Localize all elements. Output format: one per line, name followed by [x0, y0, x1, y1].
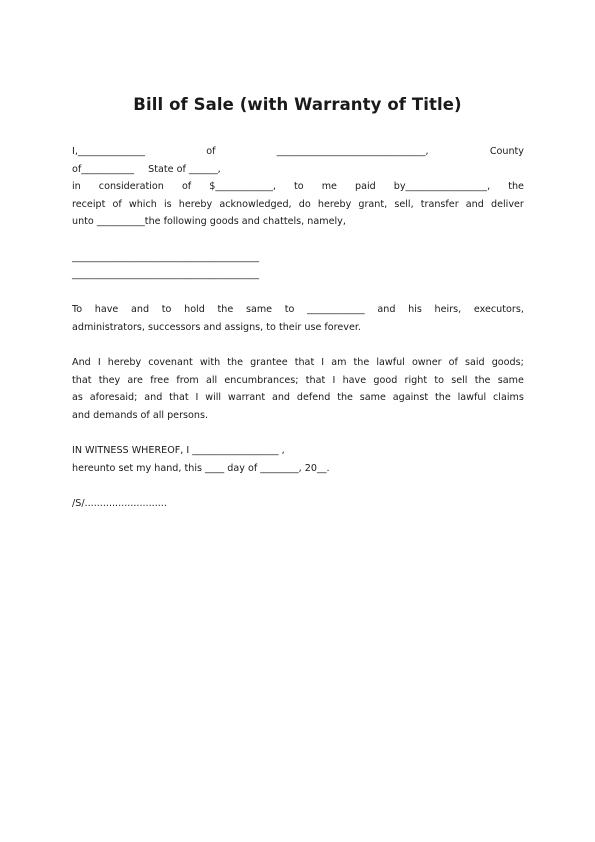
- word: sell,: [394, 198, 414, 210]
- goods-blank-line-1: _______________________________________: [72, 251, 260, 263]
- spacer: [72, 284, 524, 302]
- word: _______________________________,: [276, 146, 429, 157]
- goods-blank-line-2: _______________________________________: [72, 269, 260, 281]
- word: am: [331, 357, 347, 369]
- word: from: [176, 374, 199, 386]
- word: that: [305, 374, 326, 386]
- word: to: [284, 304, 295, 316]
- word: will: [205, 392, 222, 404]
- word: and: [144, 392, 163, 404]
- word: is: [163, 198, 172, 210]
- word: which: [128, 198, 157, 210]
- word: have: [94, 304, 119, 316]
- word: have: [342, 374, 367, 386]
- word: encumbrances;: [224, 374, 299, 386]
- covenant-line-4: and demands of all persons.: [72, 409, 209, 421]
- word: I: [332, 374, 336, 386]
- word: and: [465, 198, 484, 210]
- covenant-line-2: [72, 372, 524, 390]
- word: of: [112, 198, 122, 210]
- word: owner: [411, 357, 442, 369]
- word: lawful: [376, 357, 405, 369]
- word: his: [408, 304, 422, 316]
- line-consideration: [72, 178, 524, 196]
- word: that: [72, 374, 92, 386]
- word: I: [97, 357, 101, 369]
- word: lawful: [457, 392, 487, 404]
- word: same: [359, 392, 386, 404]
- word: hereby: [107, 357, 142, 369]
- word: I,______________: [72, 146, 146, 157]
- word: in: [72, 181, 81, 193]
- word: to: [434, 374, 444, 386]
- word: and: [131, 304, 150, 316]
- word: aforesaid;: [89, 392, 138, 404]
- word: consideration: [98, 181, 164, 193]
- word: And: [72, 357, 91, 369]
- habendum-line-1: [72, 301, 524, 319]
- covenant-line-1: [72, 354, 524, 372]
- word: hold: [184, 304, 205, 316]
- word: the: [508, 181, 524, 193]
- word: to: [161, 304, 172, 316]
- word: the: [474, 374, 491, 386]
- word: deliver: [491, 198, 524, 210]
- word: the: [353, 357, 370, 369]
- word: heirs,: [434, 304, 462, 316]
- state-of: State of ______,: [148, 163, 221, 175]
- line-receipt: [72, 196, 524, 214]
- word: the: [337, 392, 353, 404]
- word: transfer: [420, 198, 459, 210]
- word: hereby: [178, 198, 213, 210]
- word: and: [377, 304, 396, 316]
- word: ____________: [307, 304, 365, 316]
- line-grantor: [72, 143, 524, 161]
- line-state: [72, 161, 524, 179]
- word: the: [435, 392, 451, 404]
- witness-line-1: IN WITNESS WHEREOF, I __________________ ,: [72, 445, 285, 457]
- word: goods;: [491, 357, 524, 369]
- word: same: [497, 374, 524, 386]
- word: To: [72, 304, 83, 316]
- word: $____________,: [209, 181, 276, 193]
- word: as: [72, 392, 83, 404]
- habendum-line-2: administrators, successors and assigns, to their use forever.: [72, 321, 361, 333]
- word: free: [150, 374, 170, 386]
- word: defend: [296, 392, 331, 404]
- word: me: [321, 181, 337, 193]
- word: good: [373, 374, 398, 386]
- signature-line: /S/...........................: [72, 497, 167, 509]
- word: acknowledged,: [219, 198, 292, 210]
- word: of: [448, 357, 458, 369]
- word: County: [489, 146, 524, 157]
- word: grant,: [358, 198, 388, 210]
- spacer: [72, 425, 524, 443]
- word: do: [298, 198, 311, 210]
- word: of: [181, 181, 192, 193]
- word: against: [392, 392, 429, 404]
- word: warrant: [227, 392, 266, 404]
- word: I: [195, 392, 199, 404]
- covenant-line-3: [72, 389, 524, 407]
- word: sell: [451, 374, 468, 386]
- word: by_________________,: [393, 181, 491, 193]
- document-body: [72, 143, 524, 512]
- word: that: [169, 392, 189, 404]
- word: the: [217, 304, 234, 316]
- word: grantee: [250, 357, 288, 369]
- word: of: [206, 146, 216, 157]
- word: all: [205, 374, 218, 386]
- word: I: [321, 357, 325, 369]
- spacer: [72, 477, 524, 495]
- word: with: [199, 357, 221, 369]
- word: and: [271, 392, 291, 404]
- word: they: [98, 374, 121, 386]
- word: to: [294, 181, 304, 193]
- unto-text: unto __________the following goods and chattels, namely,: [72, 216, 346, 228]
- line-unto: [72, 213, 524, 231]
- word: claims: [493, 392, 524, 404]
- word: covenant: [148, 357, 193, 369]
- word: hereby: [317, 198, 352, 210]
- word: said: [465, 357, 485, 369]
- word: the: [227, 357, 243, 369]
- county-blank: of___________: [72, 163, 135, 175]
- word: same: [245, 304, 273, 316]
- word: that: [294, 357, 315, 369]
- spacer: [72, 231, 524, 249]
- spacer: [72, 337, 524, 355]
- witness-line-2: hereunto set my hand, this ____ day of ________, 20__.: [72, 462, 330, 474]
- word: paid: [354, 181, 376, 193]
- word: right: [404, 374, 428, 386]
- word: receipt: [72, 198, 106, 210]
- document-title: Bill of Sale (with Warranty of Title): [133, 95, 462, 114]
- word: executors,: [473, 304, 524, 316]
- word: are: [127, 374, 143, 386]
